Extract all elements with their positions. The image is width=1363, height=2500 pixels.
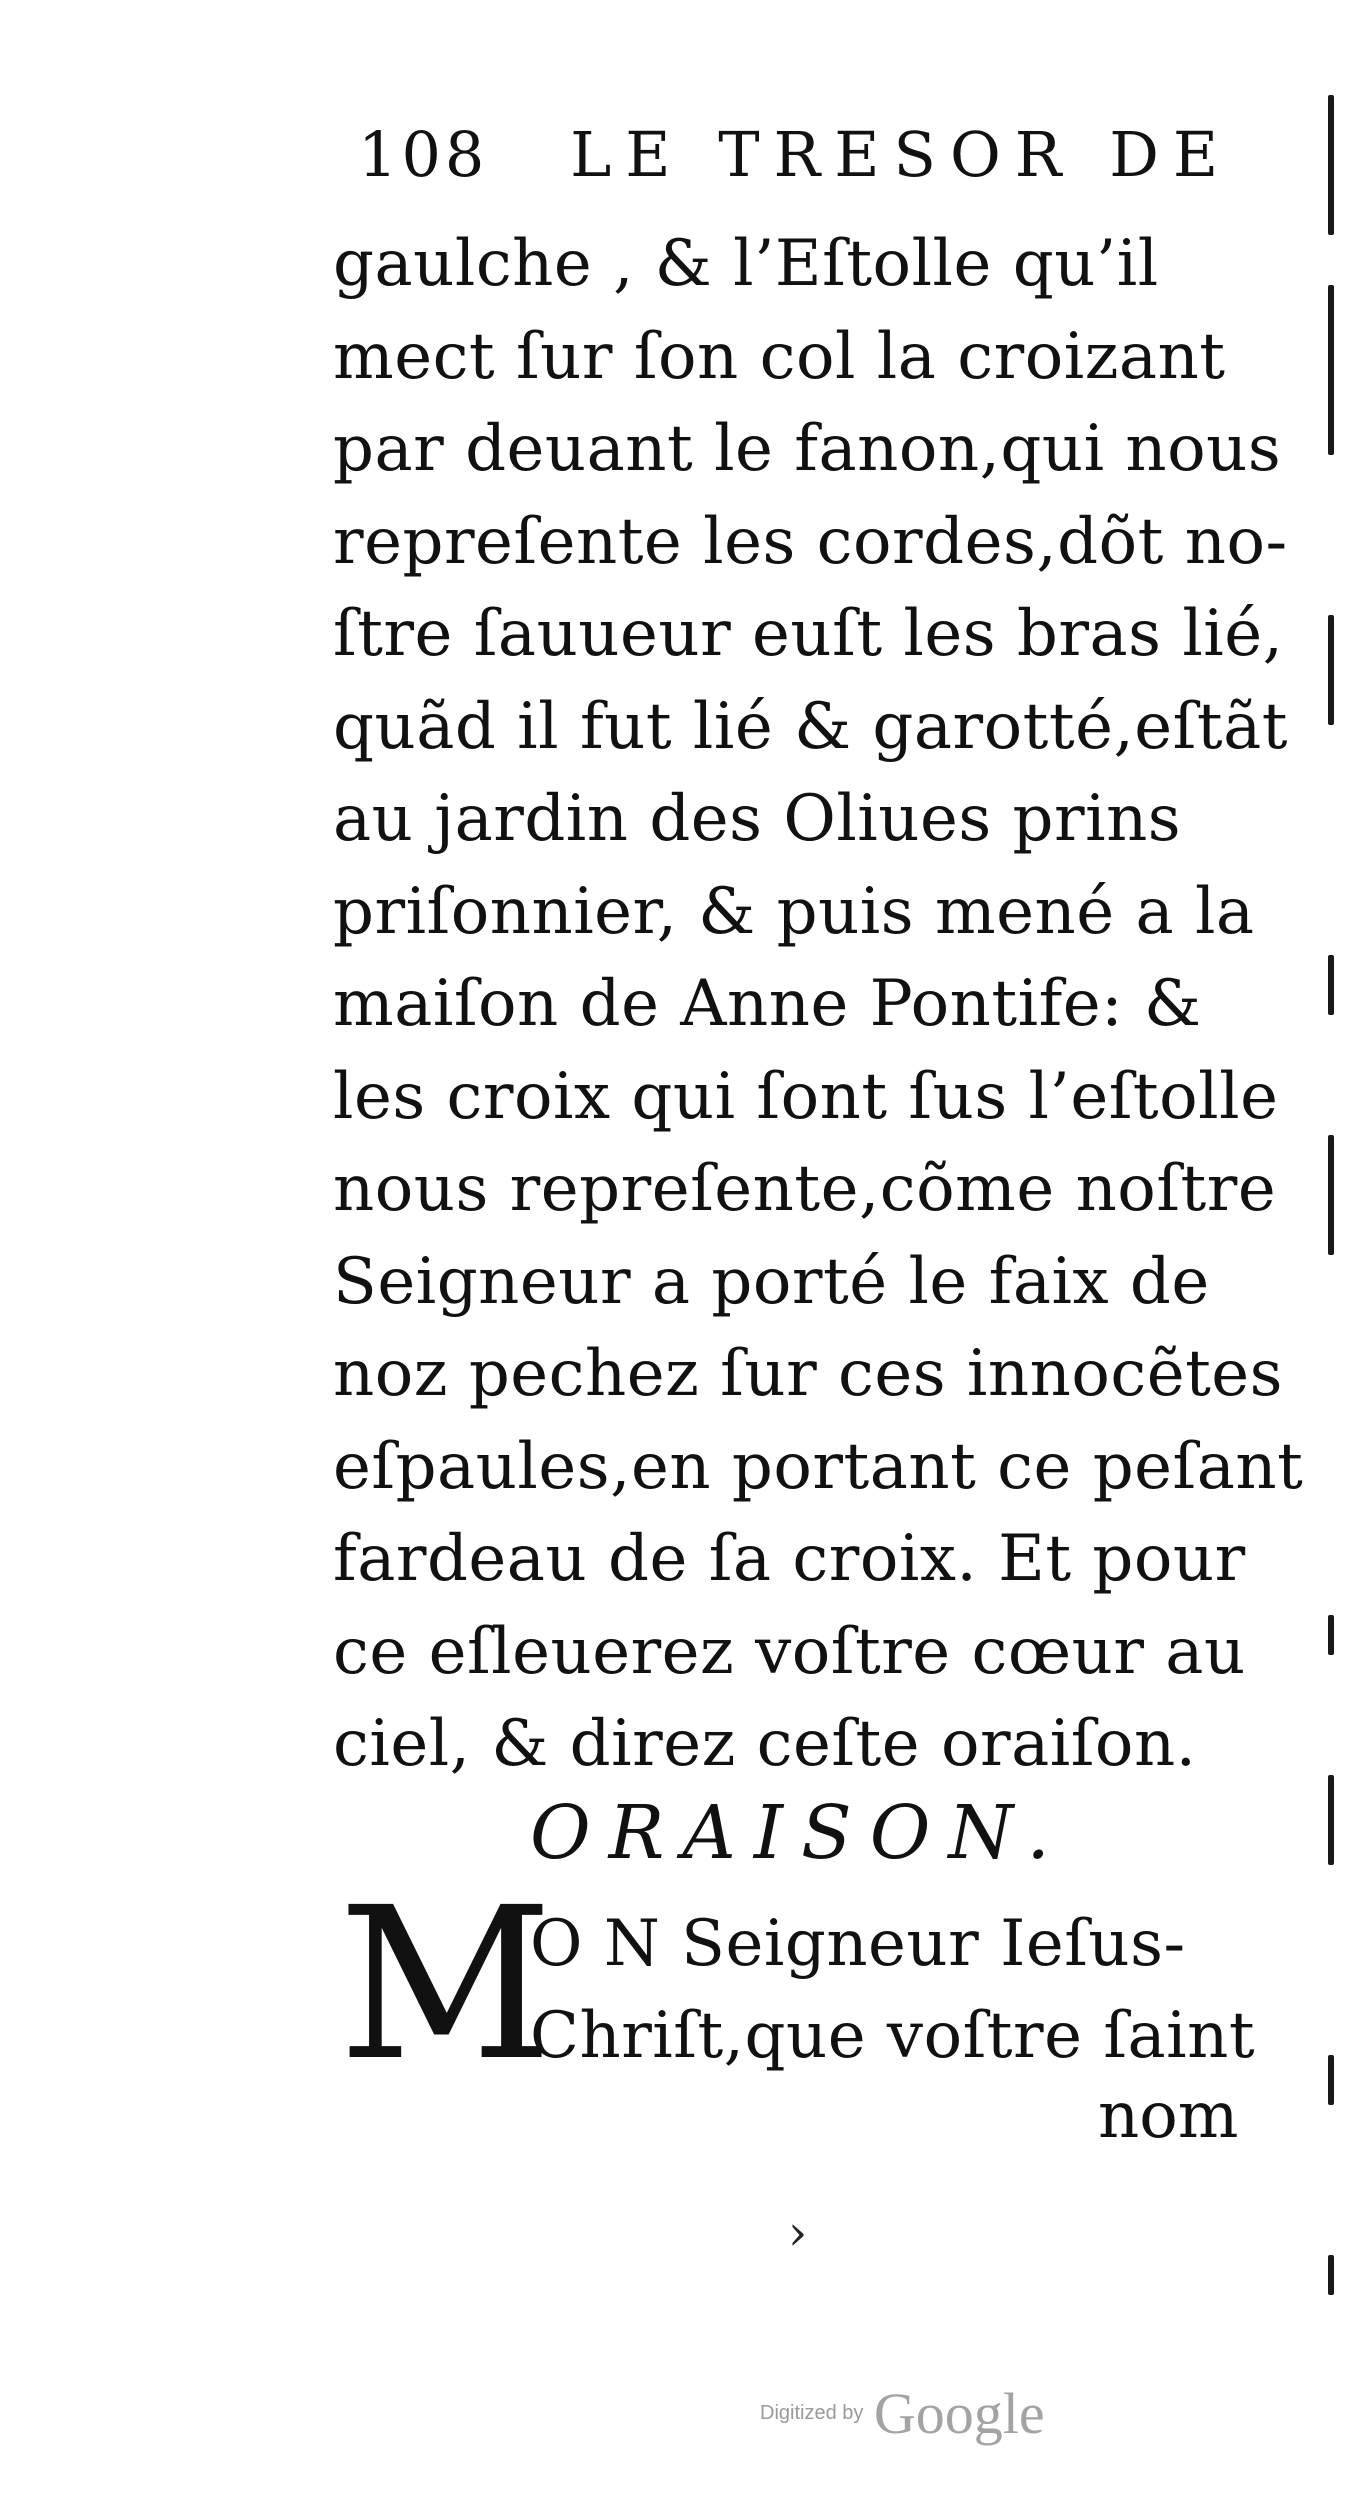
- text-line: les croix qui ſont ſus l’eſtolle: [333, 1059, 1279, 1134]
- page-edge-marks: [1328, 95, 1338, 2335]
- google-logo: Google: [873, 2381, 1045, 2446]
- text-line: eſpaules,en portant ce peſant: [333, 1429, 1304, 1504]
- text-line: repreſente les cordes,dõt no-: [333, 504, 1288, 579]
- edge-mark: [1328, 1775, 1334, 1865]
- text-line: priſonnier, & puis mené a la: [333, 874, 1255, 949]
- running-title: LE TRESOR DE: [570, 118, 1233, 191]
- drop-cap: M: [338, 1862, 554, 2107]
- page-number: 108: [358, 118, 489, 191]
- text-line: au jardin des Oliues prins: [333, 782, 1182, 856]
- text-line: ce eſleuerez voſtre cœur au: [333, 1614, 1246, 1689]
- text-line: ciel, & direz ceſte oraiſon.: [333, 1707, 1197, 1781]
- text-line: nous repreſente,cõme noſtre: [333, 1152, 1277, 1226]
- page-header: [358, 118, 1238, 198]
- body-text: [333, 218, 1304, 1791]
- text-line: gaulche , & l’Eſtolle qu’il: [333, 227, 1159, 301]
- edge-mark: [1328, 95, 1334, 235]
- edge-mark: [1328, 955, 1334, 1015]
- catchword: nom: [1098, 2079, 1239, 2153]
- edge-mark: [1328, 1135, 1334, 1255]
- edge-mark: [1328, 2055, 1334, 2105]
- edge-mark: [1328, 615, 1334, 725]
- prayer-line: Chriſt,que voſtre ſaint: [530, 1999, 1256, 2073]
- prayer-opening: [530, 1898, 1290, 2082]
- prayer-heading: ORAISON.: [530, 1790, 1068, 1876]
- text-line: par deuant le fanon,qui nous: [333, 412, 1282, 486]
- digitized-prefix: Digitized by: [760, 2402, 864, 2424]
- text-line: quãd il fut lié & garotté,eſtãt: [333, 689, 1288, 764]
- edge-mark: [1328, 1615, 1334, 1655]
- text-line: Seigneur a porté le faix de: [333, 1244, 1210, 1319]
- footer-mark: ›: [788, 2205, 808, 2261]
- digitized-watermark: [760, 2380, 1045, 2447]
- text-line: ſtre ſauueur euſt les bras lié,: [333, 597, 1284, 671]
- prayer-line: O N Seigneur Ieſus-: [530, 1907, 1186, 1981]
- text-line: fardeau de ſa croix. Et pour: [333, 1522, 1246, 1596]
- edge-mark: [1328, 285, 1334, 455]
- edge-mark: [1328, 2255, 1334, 2295]
- text-line: maiſon de Anne Pontife: &: [333, 967, 1202, 1041]
- text-line: mect ſur ſon col la croizant: [333, 319, 1226, 394]
- text-line: noz pechez ſur ces innocẽtes: [333, 1337, 1283, 1411]
